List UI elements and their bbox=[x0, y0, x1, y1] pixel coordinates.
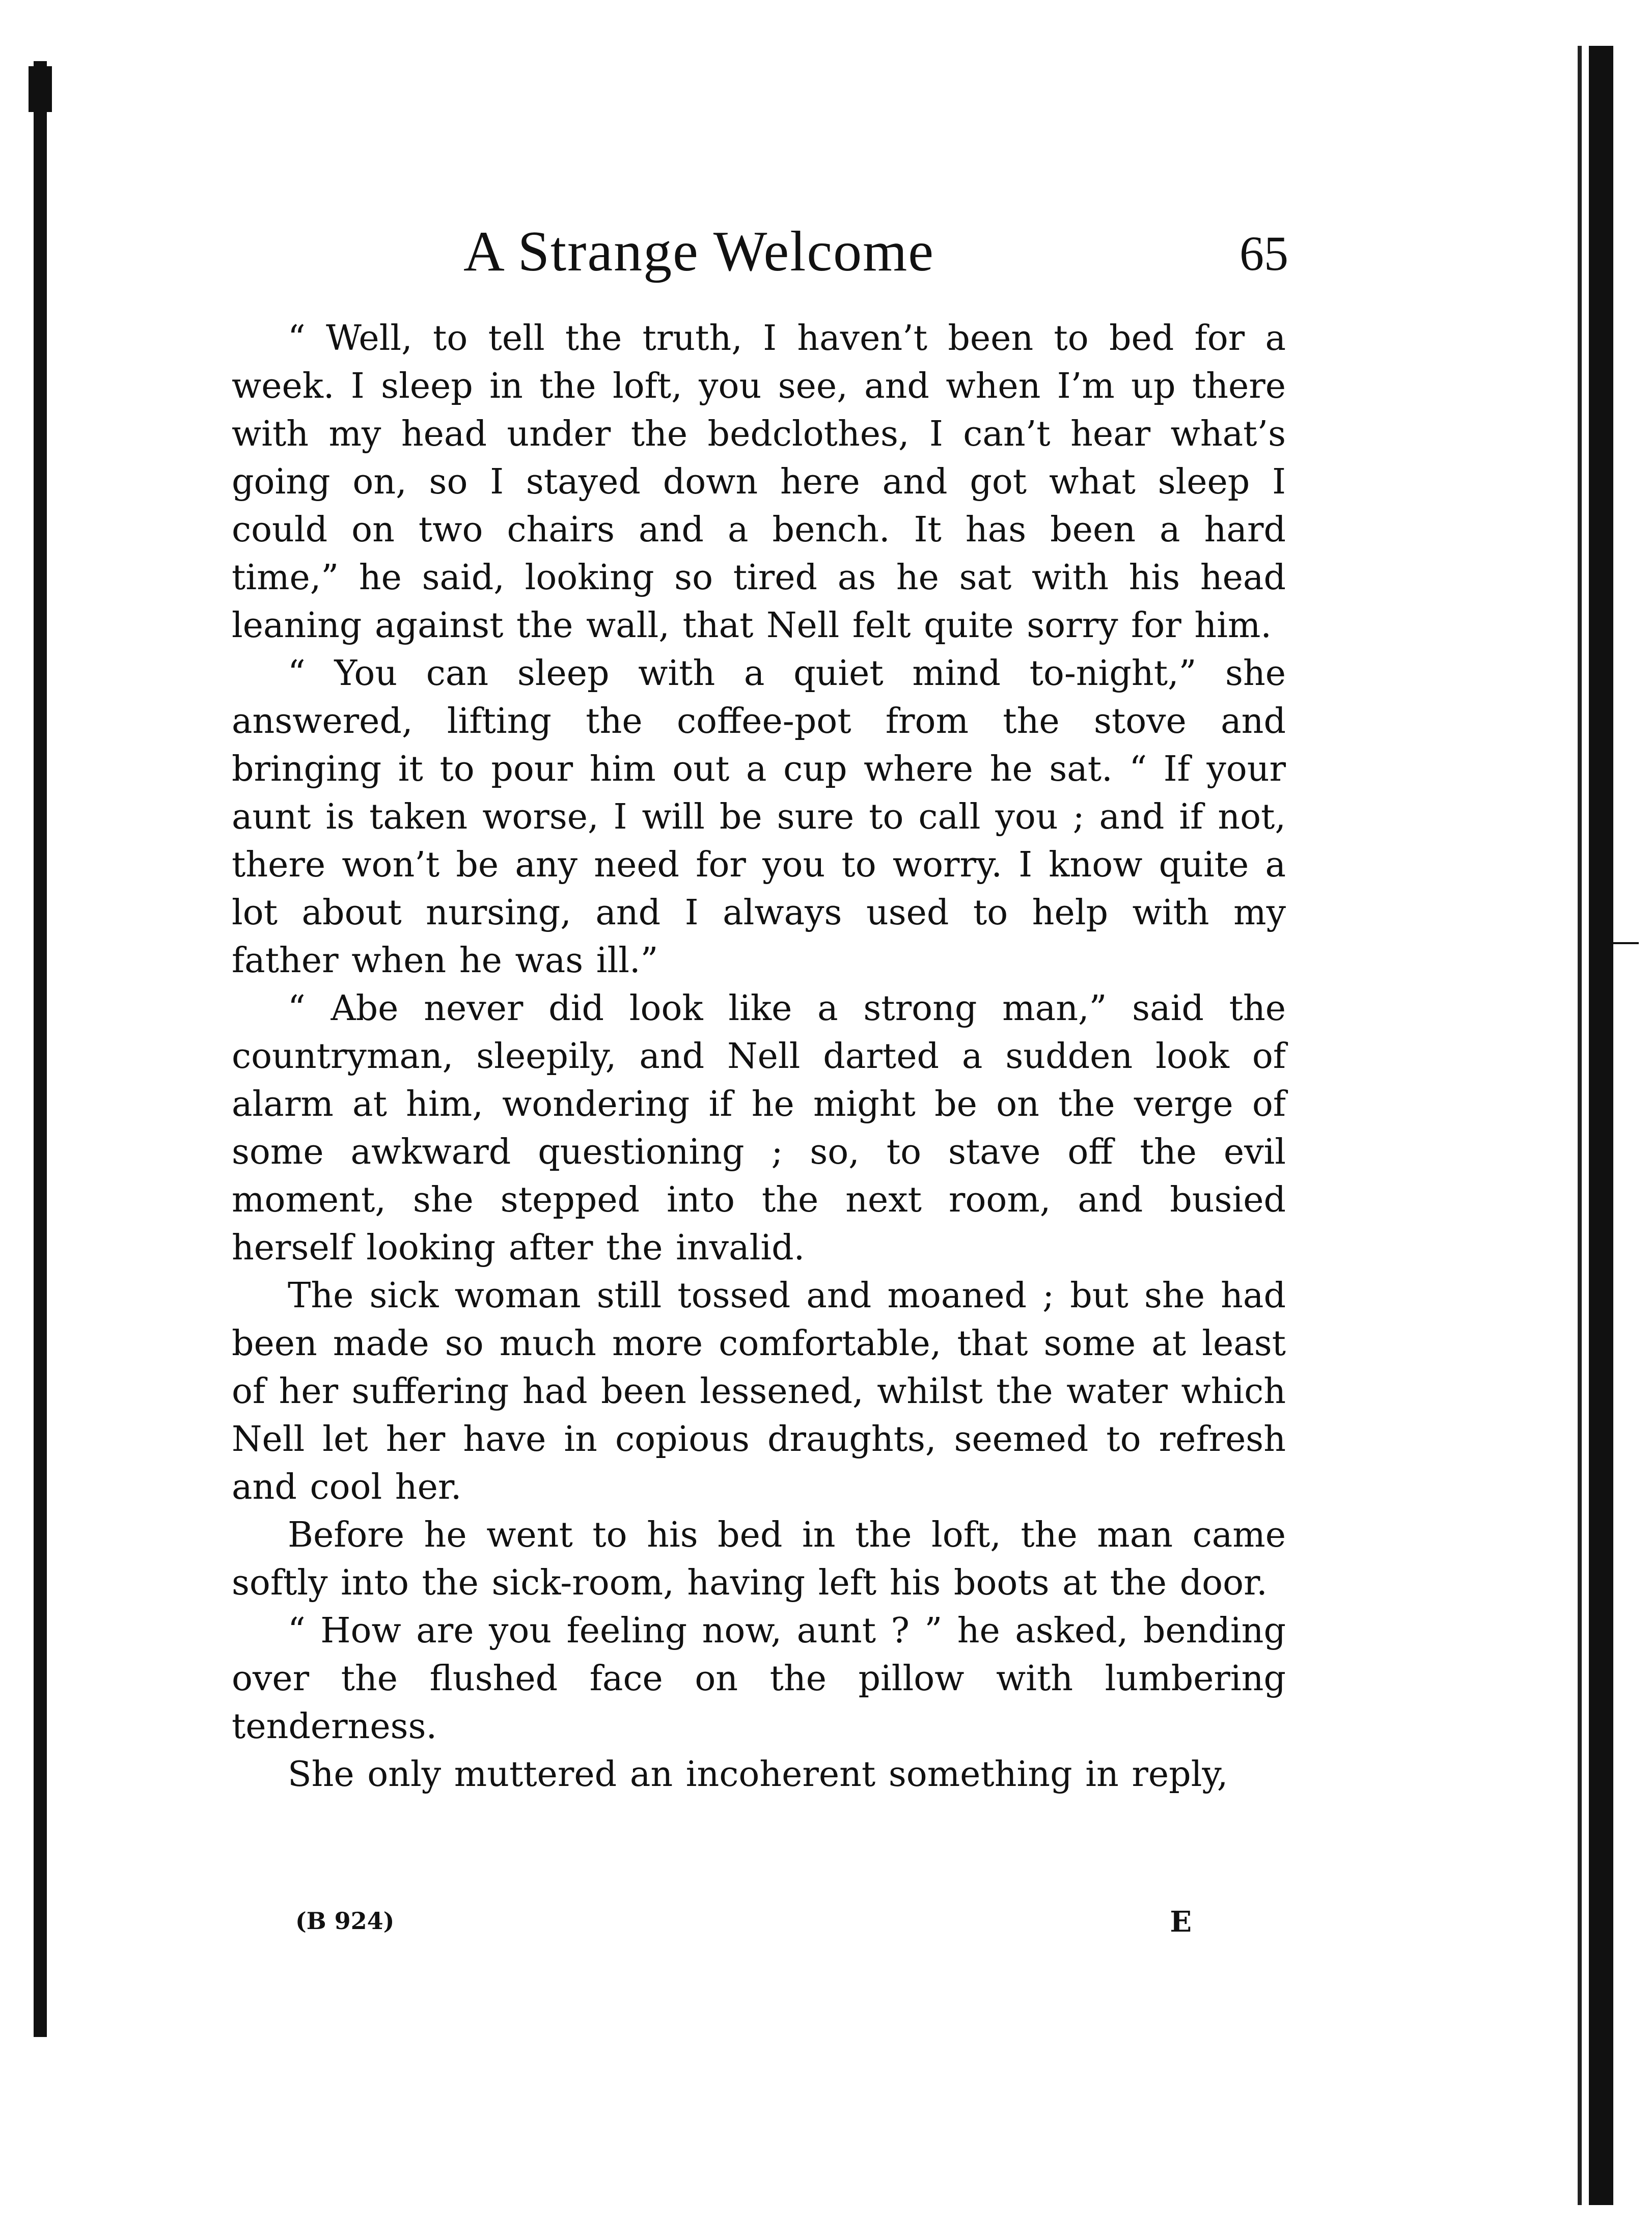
paragraph: “ How are you feeling now, aunt ? ” he asked, bending over the flushed face on the pillow with lumbering tenderness. bbox=[232, 1611, 1286, 1747]
signature-mark: (B 924) bbox=[295, 1907, 395, 1935]
scan-edge-right bbox=[1589, 46, 1613, 2205]
scan-edge-left bbox=[34, 61, 47, 2037]
page-header bbox=[239, 219, 1299, 295]
running-title: A Strange Welcome bbox=[463, 220, 934, 283]
paragraph: Before he went to his bed in the loft, the man came softly into the sick-room, having left his boots at the door. bbox=[232, 1515, 1286, 1603]
paragraph: She only muttered an incoherent something in reply, bbox=[288, 1754, 1228, 1795]
scan-edge-right-thin bbox=[1578, 46, 1582, 2205]
scan-edge-left-notch bbox=[29, 66, 52, 112]
signature-letter: E bbox=[1170, 1905, 1192, 1939]
scan-edge-tick bbox=[1593, 942, 1639, 944]
paragraph: “ Abe never did look like a strong man,” said the countryman, sleepily, and Nell darted a sudden look of alarm at him, wondering if he might be on the verge of some awkward questioning ; so, to stave off the evil moment, she stepped into the next room, and busied herself looking after the invalid. bbox=[232, 988, 1286, 1268]
page-footer bbox=[295, 1907, 1192, 1948]
page-number: 65 bbox=[1240, 226, 1288, 281]
paragraph: “ You can sleep with a quiet mind to-night,” she answered, lifting the coffee-pot from the stove and bringing it to pour him out a cup where he sat. “ If your aunt is taken worse, I will be sure to call you ; and if not, there won’t be any need for you to worry. I know quite a lot about nursing, and I always used to help with my father when he was ill.” bbox=[232, 653, 1286, 981]
paragraph: The sick woman still tossed and moaned ; but she had been made so much more comfortable, that some at least of her suffering had been lessened, whilst the water which Nell let her have in copious draughts, seemed to refresh and cool her. bbox=[232, 1276, 1286, 1507]
paragraph: “ Well, to tell the truth, I haven’t been to bed for a week. I sleep in the loft, you see, and when I’m up there with my head under the bedclothes, I can’t hear what’s going on, so I stayed down here and got what sleep I could on two chairs and a bench. It has been a hard time,” he said, looking so tired as he sat with his head leaning against the wall, that Nell felt quite sorry for him. bbox=[232, 318, 1286, 646]
body-text bbox=[232, 315, 1286, 1799]
